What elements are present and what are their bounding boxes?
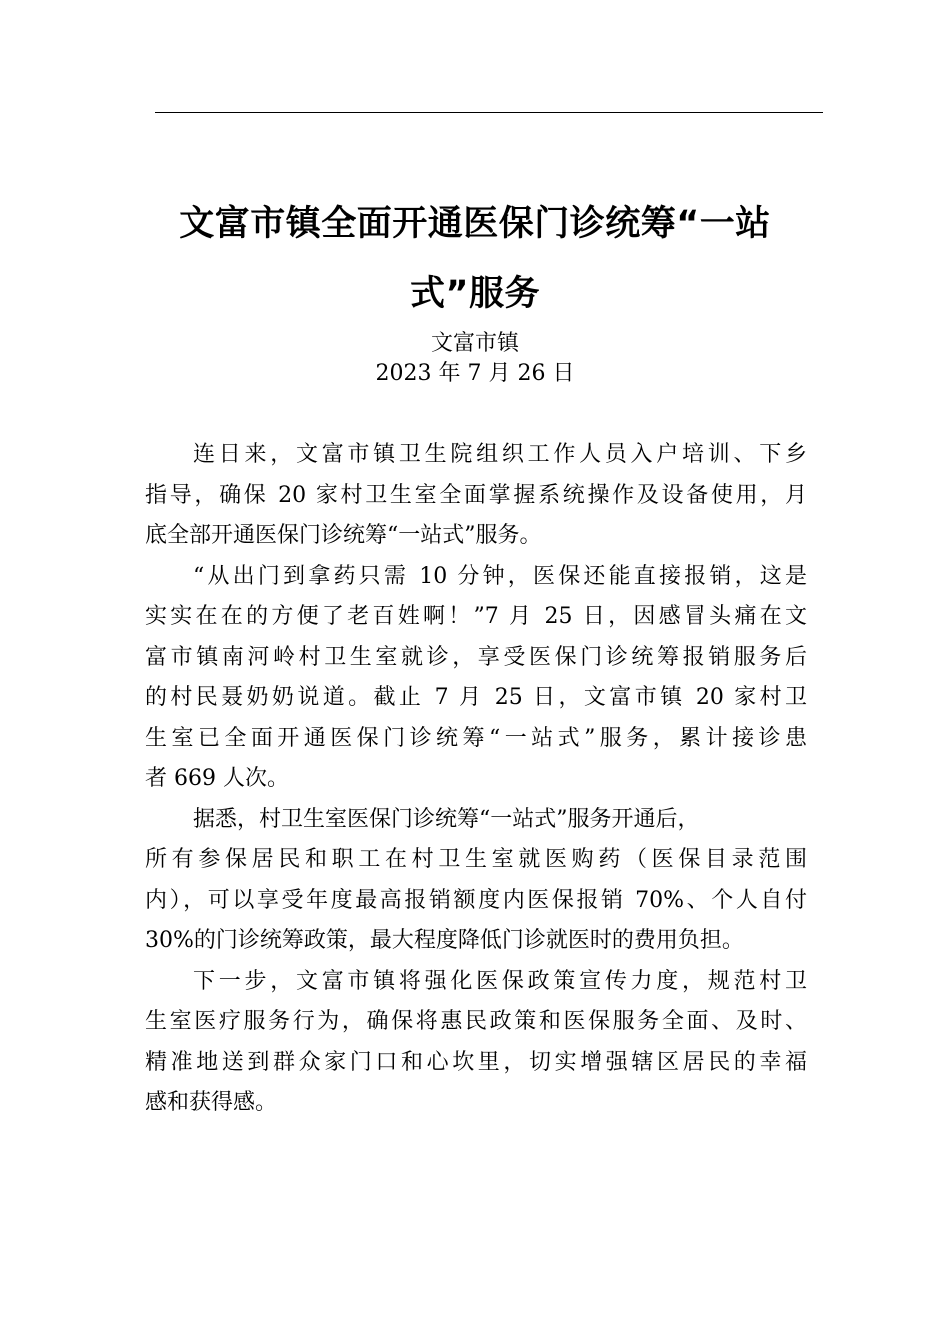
text-line: 30%的门诊统筹政策，最大程度降低门诊就医时的费用负担。: [145, 928, 744, 953]
text-line: 据悉，村卫生室医保门诊统筹“一站式”服务开通后，: [193, 806, 700, 832]
publish-date: 2023 年 7 月 26 日: [375, 361, 575, 386]
text-line: 精准地送到群众家门口和心坎里，切实增强辖区居民的幸福: [145, 1049, 807, 1075]
paragraph-4: [145, 962, 807, 1124]
article-body: [145, 435, 807, 1124]
text-line: 感和获得感。: [145, 1090, 278, 1115]
paragraph-3: [145, 800, 807, 962]
text-line: 生室医疗服务行为，确保将惠民政策和医保服务全面、及时、: [145, 1009, 807, 1034]
paragraph-2: [145, 557, 807, 800]
document-title-line-2: 式”服务: [409, 274, 540, 314]
text-line: 指导，确保 20 家村卫生室全面掌握系统操作及设备使用，月: [145, 482, 807, 508]
text-line: 生室已全面开通医保门诊统筹“一站式”服务，累计接诊患: [145, 725, 807, 751]
text-line: 底全部开通医保门诊统筹“一站式”服务。: [145, 523, 542, 548]
text-line: 内），可以享受年度最高报销额度内医保报销 70%、个人自付: [145, 887, 807, 913]
text-line: 富市镇南河岭村卫生室就诊，享受医保门诊统筹报销服务后: [145, 644, 807, 670]
text-line: 的村民聂奶奶说道。截止 7 月 25 日，文富市镇 20 家村卫: [145, 685, 807, 710]
text-line: 所有参保居民和职工在村卫生室就医购药（医保目录范围: [145, 847, 807, 872]
author-name: 文富市镇: [430, 331, 519, 356]
text-line: 下一步，文富市镇将强化医保政策宣传力度，规范村卫: [193, 968, 807, 994]
paragraph-1: [145, 435, 807, 557]
text-line: 者 669 人次。: [145, 766, 289, 791]
document-title-line-1: 文富市镇全面开通医保门诊统筹“一站: [179, 204, 771, 244]
text-line: 连日来，文富市镇卫生院组织工作人员入户培训、下乡: [193, 442, 807, 467]
text-line: “从出门到拿药只需 10 分钟，医保还能直接报销，这是: [193, 563, 807, 589]
header-rule: [155, 112, 823, 113]
text-line: 实实在在的方便了老百姓啊！”7 月 25 日，因感冒头痛在文: [145, 604, 807, 629]
